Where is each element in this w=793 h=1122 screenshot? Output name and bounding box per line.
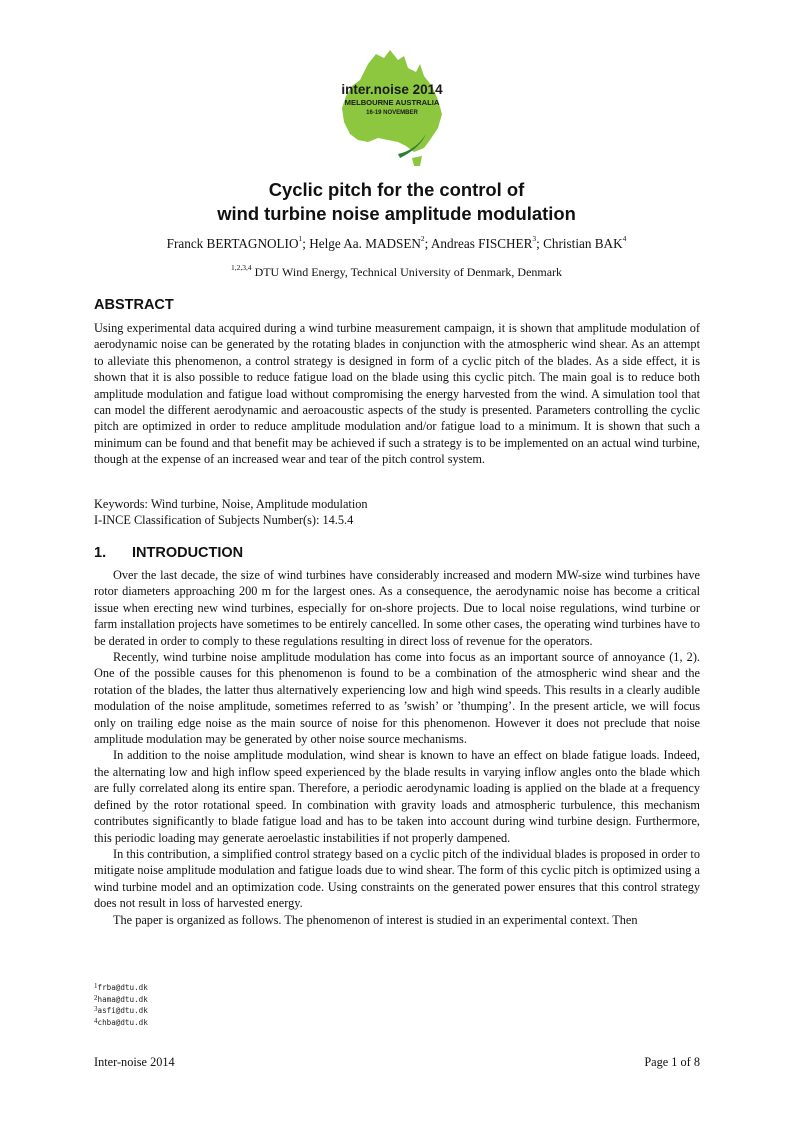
footnote-mark: 2 xyxy=(94,993,98,1002)
paragraph: In addition to the noise amplitude modulation, wind shear is known to have an effect on blade fatigue loads. Indeed, the alternating low and high inflow speed experienced by the blade results in varying inflow angles onto the blade which are fully correlated along its entire span. Therefore, a periodic aerodynamic loading is applied on the blade at a frequency defined by the rotor rotational speed. In combination with gravity loads and atmospheric turbulence, this mechanism contributes significantly to blade fatigue load and has to be taken into account during wind turbine design. Furthermore, this periodic loading may generate aeroelastic instabilities if not properly dampened. xyxy=(94,748,700,845)
footnotes xyxy=(94,982,148,1028)
author-name: Christian BAK xyxy=(543,236,623,251)
page-number: Page 1 of 8 xyxy=(644,1055,700,1069)
keywords: Keywords: Wind turbine, Noise, Amplitude modulation xyxy=(94,497,368,511)
footnote-mark: 4 xyxy=(94,1016,98,1025)
author-separator: ; xyxy=(302,236,310,251)
introduction-heading xyxy=(94,545,243,561)
author-mark: 4 xyxy=(622,234,627,243)
abstract-text: Using experimental data acquired during a wind turbine measurement campaign, it is shown that amplitude modulation of aerodynamic noise can be generated by the rotating blades in conjunction with the atmospheric wind shear. As an attempt to alleviate this phenomenon, a control strategy is designed in form of a cyclic pitch of the blades. As a side effect, it is shown that it is also possible to reduce fatigue load on the blade using this cyclic pitch. The main goal is to reduce both amplitude modulation and fatigue load without compromising the energy harvested from the wind. A simulation tool that can model the different aerodynamic and aeroacoustic aspects of the study is presented. Parameters controlling the cyclic pitch are optimized in order to reduce amplitude modulation and/or fatigue load to a minimum. It is shown that such a minimum can be found and that benefit may be achieved if such a strategy is to be implemented on an actual wind turbine, though at the expense of an increased wear and tear of the pitch control system. xyxy=(94,321,700,467)
author-separator: ; xyxy=(536,236,544,251)
logo-line3: 16-19 NOVEMBER xyxy=(366,110,418,116)
title-line-1: Cyclic pitch for the control of xyxy=(268,179,525,200)
footnote-mark: 1 xyxy=(94,982,98,990)
affiliation-marks: 1,2,3,4 xyxy=(230,263,252,272)
affiliation xyxy=(0,265,793,280)
classification: I-INCE Classification of Subjects Number(s): 14.5.4 xyxy=(94,513,354,528)
conference-logo xyxy=(328,42,456,170)
tasmania-shape xyxy=(412,156,422,166)
paragraph: In this contribution, a simplified control strategy based on a cyclic pitch of the individual blades is proposed in order to mitigate noise amplitude modulation and fatigue loads due to wind shear. The form of this cyclic pitch is optimized using a wind turbine model and an optimization code. Using constraints on the generated power ensures that this control strategy does not result in loss of harvested energy. xyxy=(94,846,700,911)
author-mark: 2 xyxy=(420,234,425,243)
footnote-email: asfi@dtu.dk xyxy=(97,1006,148,1016)
author-mark: 1 xyxy=(298,234,303,243)
footnote xyxy=(94,1005,148,1017)
affiliation-text: DTU Wind Energy, Technical University of Denmark, Denmark xyxy=(251,265,563,279)
author-name: Helge Aa. MADSEN xyxy=(309,236,421,251)
author-separator: ; xyxy=(424,236,431,251)
footnote xyxy=(94,1017,148,1029)
author-name: Andreas FISCHER xyxy=(430,236,533,251)
paragraph: Recently, wind turbine noise amplitude modulation has come into focus as an important source of annoyance (1, 2). One of the possible causes for this phenomenon is found to be a combination of the atmospheric wind shear and the rotation of the blades, the latter thus alternatively experiencing low and high wind speeds. This results in a clearly audible modulation of the noise amplitude, sometimes referred to as ’swish’ or ’thumping’. In the present article, we will focus only on trailing edge noise as the main source of noise for this phenomenon. However it does not preclude that noise amplitude modulation may be generated by other noise source mechanisms. xyxy=(94,650,700,747)
author-name: Franck BERTAGNOLIO xyxy=(166,236,299,251)
section-number: 1. xyxy=(94,545,107,561)
footnote-email: frba@dtu.dk xyxy=(97,983,148,992)
footnote-email: hama@dtu.dk xyxy=(97,994,148,1004)
footnote xyxy=(94,994,148,1006)
introduction-body xyxy=(94,567,700,928)
australia-map-icon xyxy=(328,42,456,170)
paragraph: The paper is organized as follows. The phenomenon of interest is studied in an experimental context. Then xyxy=(113,912,638,927)
author-mark: 3 xyxy=(532,234,537,243)
footer-conference: Inter-noise 2014 xyxy=(94,1055,175,1069)
footnote-mark: 3 xyxy=(94,1005,98,1014)
page-footer xyxy=(94,1055,700,1070)
logo-line1: inter.noise 2014 xyxy=(341,82,443,97)
footnote-email: chba@dtu.dk xyxy=(97,1017,148,1027)
author-2 xyxy=(309,236,431,251)
abstract-body xyxy=(94,320,700,468)
author-1 xyxy=(167,236,310,251)
author-3 xyxy=(431,236,543,251)
paragraph: Over the last decade, the size of wind turbines have considerably increased and modern MW-size wind turbines have rotor diameters approaching 200 m for the largest ones. As a consequence, the aerodynamic noise has become a critical issue when erecting new wind turbines, especially for on-shore projects. Due to local noise regulations, wind turbine or farm installation projects have sometimes to be entirely cancelled. In some other cases, the operating wind turbines have to be derated in order to comply to these regulations resulting in direct loss of revenue for the operators. xyxy=(94,568,700,648)
paper-title xyxy=(0,178,793,226)
logo-line2: MELBOURNE AUSTRALIA xyxy=(344,98,440,107)
title-line-2: wind turbine noise amplitude modulation xyxy=(217,203,576,224)
keywords-block xyxy=(94,496,700,529)
abstract-heading: ABSTRACT xyxy=(94,297,174,313)
author-4 xyxy=(543,236,626,251)
footnote xyxy=(94,982,148,994)
section-title: INTRODUCTION xyxy=(132,545,244,561)
author-list xyxy=(0,236,793,252)
